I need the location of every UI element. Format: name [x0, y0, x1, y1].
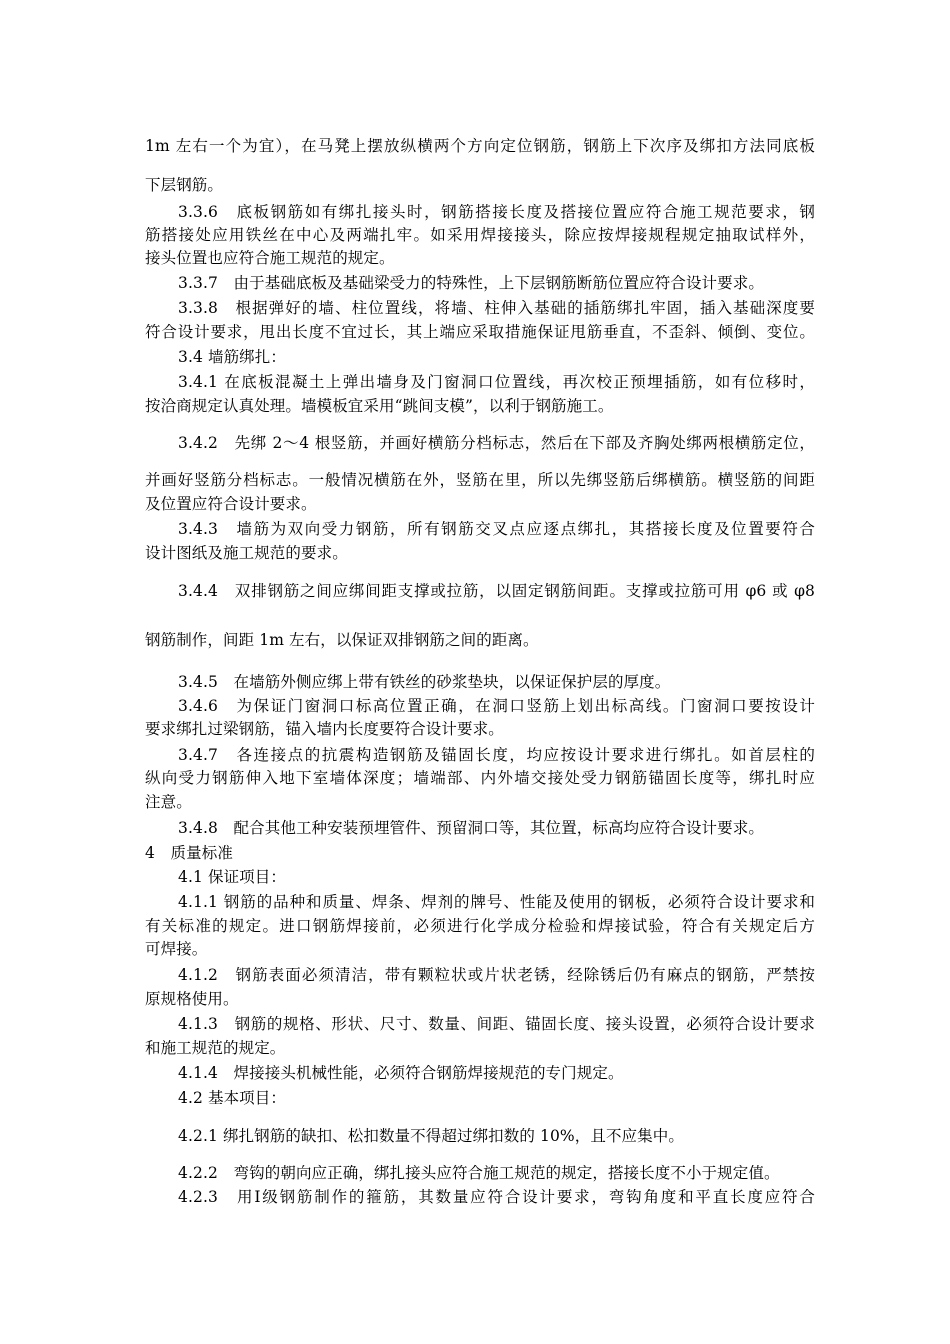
text-line: 和施工规范的规定。	[145, 1039, 286, 1057]
text-line: 有关标准的规定。进口钢筋焊接前，必须进行化学成分检验和焊接试验，符合有关规定后方	[145, 917, 815, 935]
section-heading: 4.1 保证项目：	[178, 868, 286, 886]
text-line: 可焊接。	[145, 940, 208, 958]
text-line: 原规格使用。	[145, 990, 239, 1008]
text-line: 要求绑扎过梁钢筋，锚入墙内长度要符合设计要求。	[145, 720, 504, 738]
text-line: 3.4.7 各连接点的抗震构造钢筋及锚固长度，均应按设计要求进行绑扎。如首层柱的	[178, 746, 815, 764]
text-line: 4.1.3 钢筋的规格、形状、尺寸、数量、间距、锚固长度、接头设置，必须符合设计要求	[178, 1015, 815, 1033]
text-line: 注意。	[145, 793, 192, 811]
text-line: 并画好竖筋分档标志。一般情况横筋在外，竖筋在里，所以先绑竖筋后绑横筋。横竖筋的间距	[145, 471, 815, 489]
section-heading: 4 质量标准	[145, 844, 233, 862]
text-line: 4.2.3 用Ⅰ级钢筋制作的箍筋，其数量应符合设计要求，弯钩角度和平直长度应符合	[178, 1188, 815, 1206]
text-line: 3.3.7 由于基础底板及基础梁受力的特殊性，上下层钢筋断筋位置应符合设计要求。	[178, 274, 764, 292]
text-line: 3.3.8 根据弹好的墙、柱位置线，将墙、柱伸入基础的插筋绑扎牢固，插入基础深度要	[178, 299, 815, 317]
text-line: 下层钢筋。	[145, 176, 224, 194]
text-line: 按洽商规定认真处理。墙模板宜采用“跳间支模”，以利于钢筋施工。	[145, 397, 614, 415]
text-line: 4.1.4 焊接接头机械性能，必须符合钢筋焊接规范的专门规定。	[178, 1064, 624, 1082]
text-line: 3.4.1 在底板混凝土上弹出墙身及门窗洞口位置线，再次校正预埋插筋，如有位移时，	[178, 373, 815, 391]
text-line: 及位置应符合设计要求。	[145, 495, 317, 513]
text-line: 4.1.2 钢筋表面必须清洁，带有颗粒状或片状老锈，经除锈后仍有麻点的钢筋，严禁按	[178, 966, 815, 984]
text-line: 4.2.2 弯钩的朝向应正确，绑扎接头应符合施工规范的规定，搭接长度不小于规定值。	[178, 1164, 780, 1182]
text-line: 接头位置也应符合施工规范的规定。	[145, 249, 395, 267]
text-line: 4.1.1 钢筋的品种和质量、焊条、焊剂的牌号、性能及使用的钢板，必须符合设计要求和	[178, 893, 815, 911]
text-line: 4.2.1 绑扎钢筋的缺扣、松扣数量不得超过绑扣数的 10%，且不应集中。	[178, 1127, 684, 1145]
text-line: 设计图纸及施工规范的要求。	[145, 544, 348, 562]
text-line: 纵向受力钢筋伸入地下室墙体深度；墙端部、内外墙交接处受力钢筋锚固长度等，绑扎时应	[145, 769, 815, 787]
text-line: 筋搭接处应用铁丝在中心及两端扎牢。如采用焊接接头，除应按焊接规程规定抽取试样外，	[145, 226, 815, 244]
text-line: 3.4.8 配合其他工种安装预埋管件、预留洞口等，其位置，标高均应符合设计要求。	[178, 819, 764, 837]
text-line: 3.4.5 在墙筋外侧应绑上带有铁丝的砂浆垫块，以保证保护层的厚度。	[178, 673, 671, 691]
text-line: 3.4.4 双排钢筋之间应绑间距支撑或拉筋，以固定钢筋间距。支撑或拉筋可用 φ6 或 φ8	[178, 582, 815, 600]
text-line: 钢筋制作，间距 1m 左右，以保证双排钢筋之间的距离。	[145, 631, 539, 649]
section-heading: 4.2 基本项目：	[178, 1089, 286, 1107]
section-heading: 3.4 墙筋绑扎：	[178, 348, 286, 366]
text-line: 3.4.3 墙筋为双向受力钢筋，所有钢筋交叉点应逐点绑扎，其搭接长度及位置要符合	[178, 520, 815, 538]
text-line: 1m 左右一个为宜），在马凳上摆放纵横两个方向定位钢筋，钢筋上下次序及绑扣方法同底板	[145, 137, 815, 155]
text-line: 3.3.6 底板钢筋如有绑扎接头时，钢筋搭接长度及搭接位置应符合施工规范要求，钢	[178, 203, 815, 221]
text-line: 3.4.6 为保证门窗洞口标高位置正确，在洞口竖筋上划出标高线。门窗洞口要按设计	[178, 697, 815, 715]
text-line: 符合设计要求，甩出长度不宜过长，其上端应采取措施保证甩筋垂直，不歪斜、倾倒、变位。	[145, 323, 815, 341]
text-line: 3.4.2 先绑 2～4 根竖筋，并画好横筋分档标志，然后在下部及齐胸处绑两根横筋定位，	[178, 434, 815, 452]
